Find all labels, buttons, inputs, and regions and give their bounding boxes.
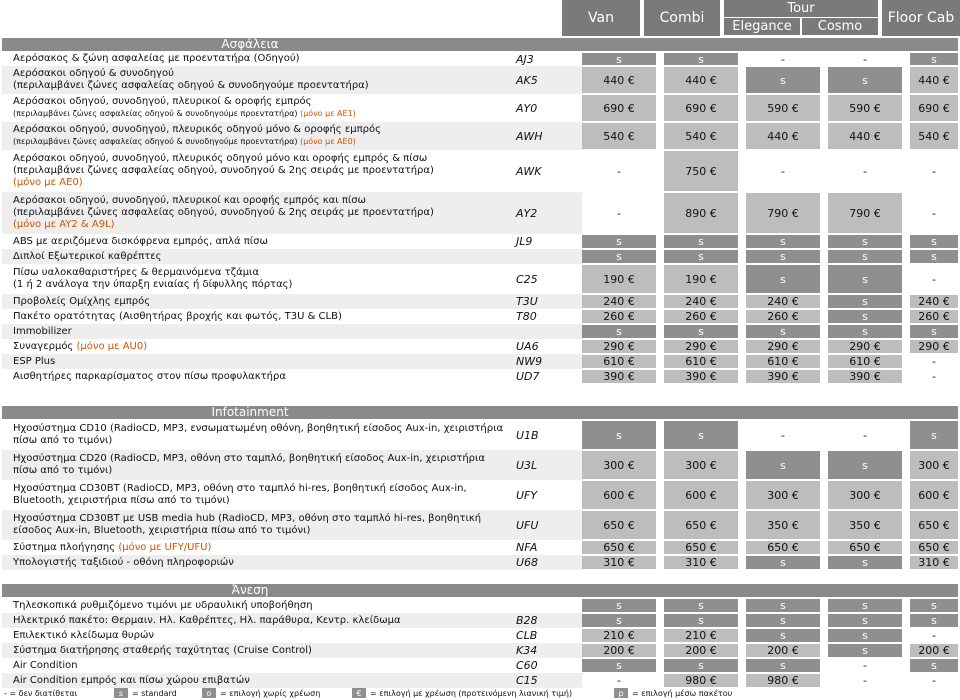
price-cell: s: [582, 421, 656, 449]
feature-line: Πίσω υαλοκαθαριστήρες & θερμαινόμενα τζάμια: [13, 267, 260, 278]
feature-line: Ηλεκτρικό πακέτο: Θερμαιν. Ηλ. Καθρέπτες, Ηλ. παράθυρα, Κεντρ. κλείδωμα: [13, 614, 401, 626]
table-row: [2, 264, 958, 294]
price-cell: 650 €: [582, 511, 656, 539]
section-comfort-title: Άνεση: [231, 583, 269, 597]
feature-note: (μόνο με AE0): [297, 137, 356, 146]
option-code: NFA: [516, 541, 538, 554]
feature-line: Αερόσακοι οδηγού & συνοδηγού: [13, 68, 174, 79]
feature-line: Air Condition εμπρός και πίσω χώρου επιβατών: [13, 674, 250, 686]
table-row: [2, 122, 958, 150]
header-cosmo: Cosmo: [802, 18, 878, 35]
price-cell: s: [582, 325, 656, 338]
feature-line: Ηχοσύστημα CD20 (RadioCD, MP3, οθόνη στο ταμπλό, βοηθητική είσοδος Aux-in, χειριστήρια: [13, 453, 486, 464]
price-cell: 690 €: [582, 95, 656, 121]
price-cell: 240 €: [910, 295, 958, 308]
table-row: [2, 643, 958, 658]
price-cell: s: [828, 556, 902, 569]
price-cell: s: [828, 629, 902, 642]
table-row: [2, 192, 958, 234]
option-code: [512, 324, 584, 339]
price-cell: s: [746, 235, 820, 248]
section-safety: [2, 38, 958, 51]
table-row: [2, 673, 958, 688]
table-row: [2, 628, 958, 643]
option-code: AWK: [516, 164, 542, 178]
option-code: K34: [512, 643, 584, 658]
feature-line: Αερόσακοι οδηγού, συνοδηγού, πλευρικός οδηγού μόνο και οροφής εμπρός & πίσω: [13, 153, 428, 164]
price-cell: -: [582, 674, 656, 687]
option-code: UFU: [512, 510, 584, 540]
price-cell: 890 €: [664, 193, 738, 233]
option-code: AWH: [512, 122, 584, 150]
price-cell: -: [828, 674, 902, 687]
price-cell: 390 €: [828, 370, 902, 383]
feature-line: ABS με αεριζόμενα δισκόφρενα εμπρός, απλά πίσω: [13, 235, 268, 247]
price-cell: s: [746, 451, 820, 479]
price-cell: 440 €: [664, 67, 738, 93]
feature-description: [2, 66, 512, 94]
feature-note: (μόνο με AY2 & A9L): [13, 219, 115, 230]
price-cell: s: [746, 599, 820, 612]
feature-line: Ηχοσύστημα CD10 (RadioCD, MP3, ενσωματωμένη οθόνη, βοηθητική είσοδος Aux-in, χειριστήρια: [13, 423, 504, 434]
price-cell: 390 €: [746, 370, 820, 383]
legend-s-swatch: s: [114, 688, 128, 698]
feature-line: πίσω από το τιμόνι): [13, 435, 113, 446]
legend-standard: = standard: [132, 689, 177, 698]
option-code: UFY: [516, 488, 538, 502]
feature-line: Συναγερμός (μόνο με AU0): [13, 340, 148, 352]
price-cell: 210 €: [664, 629, 738, 642]
price-cell: s: [746, 325, 820, 338]
price-cell: -: [828, 151, 902, 191]
price-cell: s: [828, 644, 902, 657]
table-row: [2, 234, 958, 249]
price-cell: -: [910, 193, 958, 233]
feature-line: (περιλαμβάνει ζώνες ασφαλείας οδηγού, συνοδηγού & 2ης σειράς με προεντατήρα): [13, 207, 434, 218]
feature-description: [2, 249, 512, 264]
feature-line: Air Condition: [13, 659, 78, 671]
price-cell: 540 €: [910, 123, 958, 149]
price-cell: 300 €: [910, 451, 958, 479]
price-cell: -: [828, 53, 902, 65]
price-cell: 350 €: [746, 511, 820, 539]
price-cell: s: [582, 250, 656, 263]
price-cell: 610 €: [664, 355, 738, 368]
price-cell: 590 €: [746, 95, 820, 121]
table-row: [2, 294, 958, 309]
option-code: AY2: [512, 192, 584, 234]
feature-description: [2, 628, 512, 643]
feature-line: Επιλεκτικό κλείδωμα θυρών: [13, 629, 154, 641]
price-cell: 610 €: [746, 355, 820, 368]
price-cell: -: [910, 370, 958, 383]
table-row: [2, 555, 958, 570]
price-cell: 300 €: [746, 481, 820, 509]
feature-line: Αισθητήρες παρκαρίσματος στον πίσω προφυλακτήρα: [13, 370, 286, 382]
price-cell: -: [910, 629, 958, 642]
price-cell: s: [910, 421, 958, 449]
feature-line: (περιλαμβάνει ζώνες ασφαλείας οδηγού, συνοδηγού & 2ης σειράς με προεντατήρα): [13, 165, 434, 176]
option-code: UA6: [516, 340, 539, 353]
price-cell: 650 €: [910, 511, 958, 539]
feature-description: [2, 369, 512, 384]
feature-line: (περιλαμβάνει ζώνες ασφαλείας οδηγού & συνοδηγούμε προεντατήρα) (μόνο με AE1): [13, 109, 356, 118]
price-cell: 200 €: [664, 644, 738, 657]
price-cell: s: [582, 614, 656, 627]
feature-line: ESP Plus: [13, 355, 56, 367]
feature-description: [2, 324, 512, 339]
price-cell: s: [828, 67, 902, 93]
feature-line: Ηχοσύστημα CD30BT (RadioCD, MP3, οθόνη στο ταμπλό hi-res, βοηθητική είσοδος Aux-in,: [13, 483, 467, 494]
feature-description: [2, 598, 512, 613]
price-cell: 190 €: [582, 265, 656, 293]
feature-line: Bluetooth, χειριστήρια πίσω από το τιμόνι): [13, 495, 230, 506]
table-row: [2, 369, 958, 384]
price-cell: 240 €: [582, 295, 656, 308]
table-row: [2, 94, 958, 122]
legend-free: = επιλογή χωρίς χρέωση: [220, 689, 321, 698]
table-row: [2, 510, 958, 540]
feature-description: [2, 339, 512, 354]
price-cell: s: [664, 325, 738, 338]
header-tour: Tour: [724, 0, 878, 17]
price-cell: s: [664, 53, 738, 65]
option-code: [512, 249, 584, 264]
table-row: [2, 420, 958, 450]
price-cell: s: [910, 53, 958, 65]
feature-description: [2, 480, 512, 510]
price-cell: -: [910, 151, 958, 191]
price-cell: 260 €: [910, 310, 958, 323]
feature-description: [2, 420, 512, 450]
option-code: U3L: [512, 450, 584, 480]
price-cell: 440 €: [582, 67, 656, 93]
price-cell: s: [828, 325, 902, 338]
price-cell: s: [746, 556, 820, 569]
price-cell: -: [910, 674, 958, 687]
feature-line: Ηχοσύστημα CD30BT με USB media hub (RadioCD, MP3, οθόνη στο ταμπλό hi-res, βοηθητική: [13, 513, 482, 524]
feature-note: (μόνο με AE1): [297, 109, 356, 118]
price-cell: s: [910, 250, 958, 263]
table-row: [2, 598, 958, 613]
table-row: [2, 66, 958, 94]
price-cell: 440 €: [746, 123, 820, 149]
price-cell: s: [910, 614, 958, 627]
option-code: [512, 598, 584, 613]
price-cell: 200 €: [582, 644, 656, 657]
feature-note: (μόνο με AE0): [13, 177, 83, 188]
price-cell: 540 €: [582, 123, 656, 149]
price-cell: 390 €: [582, 370, 656, 383]
feature-description: [2, 234, 512, 249]
price-cell: 650 €: [664, 541, 738, 554]
legend-p-swatch: p: [614, 688, 628, 698]
feature-line: Σύστημα πλοήγησης (μόνο με UFY/UFU): [13, 541, 212, 553]
price-cell: s: [664, 421, 738, 449]
price-cell: 200 €: [746, 644, 820, 657]
section-safety-title: Ασφάλεια: [221, 37, 279, 51]
feature-line: Αερόσακοι οδηγού, συνοδηγού, πλευρικός οδηγού μόνο & οροφής εμπρός: [13, 124, 381, 135]
feature-line: Προβολείς Ομίχλης εμπρός: [13, 295, 151, 307]
table-row: [2, 480, 958, 510]
price-cell: s: [828, 295, 902, 308]
feature-description: [2, 52, 512, 66]
feature-description: [2, 613, 512, 628]
option-code: AK5: [512, 66, 584, 94]
price-cell: 290 €: [582, 340, 656, 353]
price-cell: 240 €: [746, 295, 820, 308]
price-cell: -: [746, 421, 820, 449]
header-elegance: Elegance: [724, 18, 800, 35]
option-code: C15: [512, 673, 584, 688]
price-cell: 650 €: [828, 541, 902, 554]
price-cell: s: [746, 67, 820, 93]
option-code: T3U: [512, 294, 584, 309]
price-cell: 260 €: [582, 310, 656, 323]
header-combi: Combi: [644, 0, 720, 36]
feature-description: [2, 510, 512, 540]
price-cell: 210 €: [582, 629, 656, 642]
price-cell: s: [910, 325, 958, 338]
price-cell: 390 €: [664, 370, 738, 383]
price-cell: -: [828, 421, 902, 449]
option-code: JL9: [516, 235, 533, 248]
feature-line: Διπλοί Εξωτερικοί καθρέπτες: [13, 250, 162, 262]
option-code: B28: [512, 613, 584, 628]
price-cell: s: [828, 614, 902, 627]
option-code: AY0: [516, 101, 538, 115]
option-code: UD7: [516, 370, 540, 383]
table-row: [2, 540, 958, 555]
price-cell: 610 €: [828, 355, 902, 368]
feature-line: είσοδος Aux-in, Bluetooth, χειριστήρια πίσω από το τιμόνι): [13, 525, 311, 536]
table-row: [2, 339, 958, 354]
price-cell: 790 €: [746, 193, 820, 233]
feature-description: [2, 658, 512, 673]
option-code: C25: [516, 272, 538, 286]
price-cell: s: [664, 659, 738, 672]
feature-description: [2, 643, 512, 658]
table-row: [2, 52, 958, 66]
header-van: Van: [562, 0, 640, 36]
table-row: [2, 150, 958, 192]
feature-description: [2, 354, 512, 369]
price-cell: 650 €: [910, 541, 958, 554]
table-row: [2, 309, 958, 324]
price-cell: s: [828, 265, 902, 293]
price-cell: 240 €: [664, 295, 738, 308]
price-cell: s: [664, 250, 738, 263]
price-cell: 200 €: [910, 644, 958, 657]
price-cell: s: [664, 614, 738, 627]
feature-description: [2, 294, 512, 309]
option-code: AJ3: [516, 52, 534, 66]
price-cell: s: [828, 235, 902, 248]
price-cell: s: [582, 235, 656, 248]
price-cell: 310 €: [664, 556, 738, 569]
price-cell: 260 €: [746, 310, 820, 323]
price-cell: -: [910, 265, 958, 293]
price-cell: s: [828, 451, 902, 479]
table-row: [2, 450, 958, 480]
feature-description: [2, 150, 512, 192]
price-cell: 600 €: [664, 481, 738, 509]
price-cell: s: [746, 614, 820, 627]
price-cell: 300 €: [664, 451, 738, 479]
feature-line: Αερόσακοι οδηγού, συνοδηγού, πλευρικοί και οροφής εμπρός και πίσω: [13, 195, 366, 206]
price-cell: 300 €: [582, 451, 656, 479]
price-cell: 290 €: [746, 340, 820, 353]
legend-o-swatch: o: [202, 688, 216, 698]
price-cell: -: [746, 151, 820, 191]
legend-paid: = επιλογή με χρέωση (προτεινόμενη λιανική τιμή): [370, 689, 573, 698]
price-cell: s: [828, 250, 902, 263]
option-code: NW9: [512, 354, 584, 369]
price-cell: 980 €: [746, 674, 820, 687]
price-cell: 600 €: [910, 481, 958, 509]
table-row: [2, 613, 958, 628]
feature-line: Αερόσακοι οδηγού, συνοδηγού, πλευρικοί & οροφής εμπρός: [13, 96, 312, 107]
option-code: U68: [512, 555, 584, 570]
price-cell: 190 €: [664, 265, 738, 293]
table-row: [2, 354, 958, 369]
price-cell: 650 €: [664, 511, 738, 539]
option-code: C60: [516, 659, 538, 672]
price-cell: s: [582, 53, 656, 65]
table-row: [2, 658, 958, 673]
price-cell: 440 €: [910, 67, 958, 93]
section-infotainment: [2, 406, 958, 419]
feature-line: Πακέτο ορατότητας (Αισθητήρας βροχής και φωτός, T3U & CLB): [13, 310, 342, 322]
legend-euro-swatch: €: [352, 688, 366, 698]
price-cell: s: [828, 310, 902, 323]
price-cell: 650 €: [582, 541, 656, 554]
price-cell: 690 €: [910, 95, 958, 121]
price-cell: 440 €: [828, 123, 902, 149]
price-cell: 260 €: [664, 310, 738, 323]
price-cell: s: [828, 599, 902, 612]
price-cell: s: [582, 659, 656, 672]
price-cell: -: [746, 53, 820, 65]
option-code: U1B: [516, 428, 539, 442]
price-cell: 290 €: [828, 340, 902, 353]
price-cell: 600 €: [582, 481, 656, 509]
price-cell: 650 €: [746, 541, 820, 554]
price-cell: 790 €: [828, 193, 902, 233]
feature-description: [2, 309, 512, 324]
price-cell: 750 €: [664, 151, 738, 191]
feature-description: [2, 540, 512, 555]
price-cell: s: [746, 250, 820, 263]
price-cell: 310 €: [910, 556, 958, 569]
price-cell: 310 €: [582, 556, 656, 569]
feature-note: (μόνο με UFY/UFU): [115, 541, 212, 553]
option-code: CLB: [516, 629, 538, 642]
header-floorcab: Floor Cab: [882, 0, 960, 36]
feature-line: Υπολογιστής ταξιδιού - οθόνη πληροφοριών: [13, 556, 234, 568]
price-cell: 290 €: [910, 340, 958, 353]
price-cell: 610 €: [582, 355, 656, 368]
price-cell: -: [582, 151, 656, 191]
price-cell: 290 €: [664, 340, 738, 353]
feature-note: (μόνο με AU0): [73, 340, 148, 352]
price-cell: s: [910, 599, 958, 612]
legend-dash: - = δεν διατίθεται: [4, 689, 78, 698]
legend-pack: = επιλογή μέσω πακέτου: [632, 689, 733, 698]
section-comfort: [2, 584, 958, 597]
price-cell: -: [828, 659, 902, 672]
option-code: T80: [516, 310, 537, 323]
section-infotainment-title: Infotainment: [211, 405, 289, 419]
price-cell: 350 €: [828, 511, 902, 539]
table-row: [2, 249, 958, 264]
feature-line: Immobilizer: [13, 325, 72, 337]
price-cell: 690 €: [664, 95, 738, 121]
price-cell: 540 €: [664, 123, 738, 149]
feature-line: (περιλαμβάνει ζώνες ασφαλείας οδηγού & συνοδηγούμε προεντατήρα): [13, 80, 369, 91]
feature-description: [2, 122, 512, 150]
feature-line: πίσω από το τιμόνι): [13, 465, 113, 476]
price-cell: s: [746, 659, 820, 672]
price-cell: s: [910, 235, 958, 248]
feature-line: (περιλαμβάνει ζώνες ασφαλείας οδηγού & συνοδηγούμε προεντατήρα) (μόνο με AE0): [13, 137, 356, 146]
feature-line: Τηλεσκοπικά ρυθμιζόμενο τιμόνι με υδραυλική υποβοήθηση: [13, 599, 313, 611]
feature-description: [2, 264, 512, 294]
price-cell: s: [664, 235, 738, 248]
feature-line: Αερόσακος & ζώνη ασφαλείας με προεντατήρα (Οδηγού): [13, 53, 300, 64]
feature-description: [2, 192, 512, 234]
price-cell: -: [910, 355, 958, 368]
feature-description: [2, 555, 512, 570]
price-cell: s: [746, 265, 820, 293]
feature-description: [2, 450, 512, 480]
price-cell: s: [910, 659, 958, 672]
price-cell: s: [582, 599, 656, 612]
feature-line: (1 ή 2 ανάλογα την ύπαρξη ενιαίας ή δίφυλλης πόρτας): [13, 279, 293, 290]
price-cell: 300 €: [828, 481, 902, 509]
legend: [0, 688, 960, 700]
price-cell: 590 €: [828, 95, 902, 121]
feature-line: Σύστημα διατήρησης σταθερής ταχύτητας (Cruise Control): [13, 644, 312, 656]
price-cell: -: [582, 193, 656, 233]
table-row: [2, 324, 958, 339]
feature-description: [2, 673, 512, 688]
price-cell: s: [664, 599, 738, 612]
feature-description: [2, 94, 512, 122]
price-cell: 980 €: [664, 674, 738, 687]
price-cell: s: [746, 629, 820, 642]
